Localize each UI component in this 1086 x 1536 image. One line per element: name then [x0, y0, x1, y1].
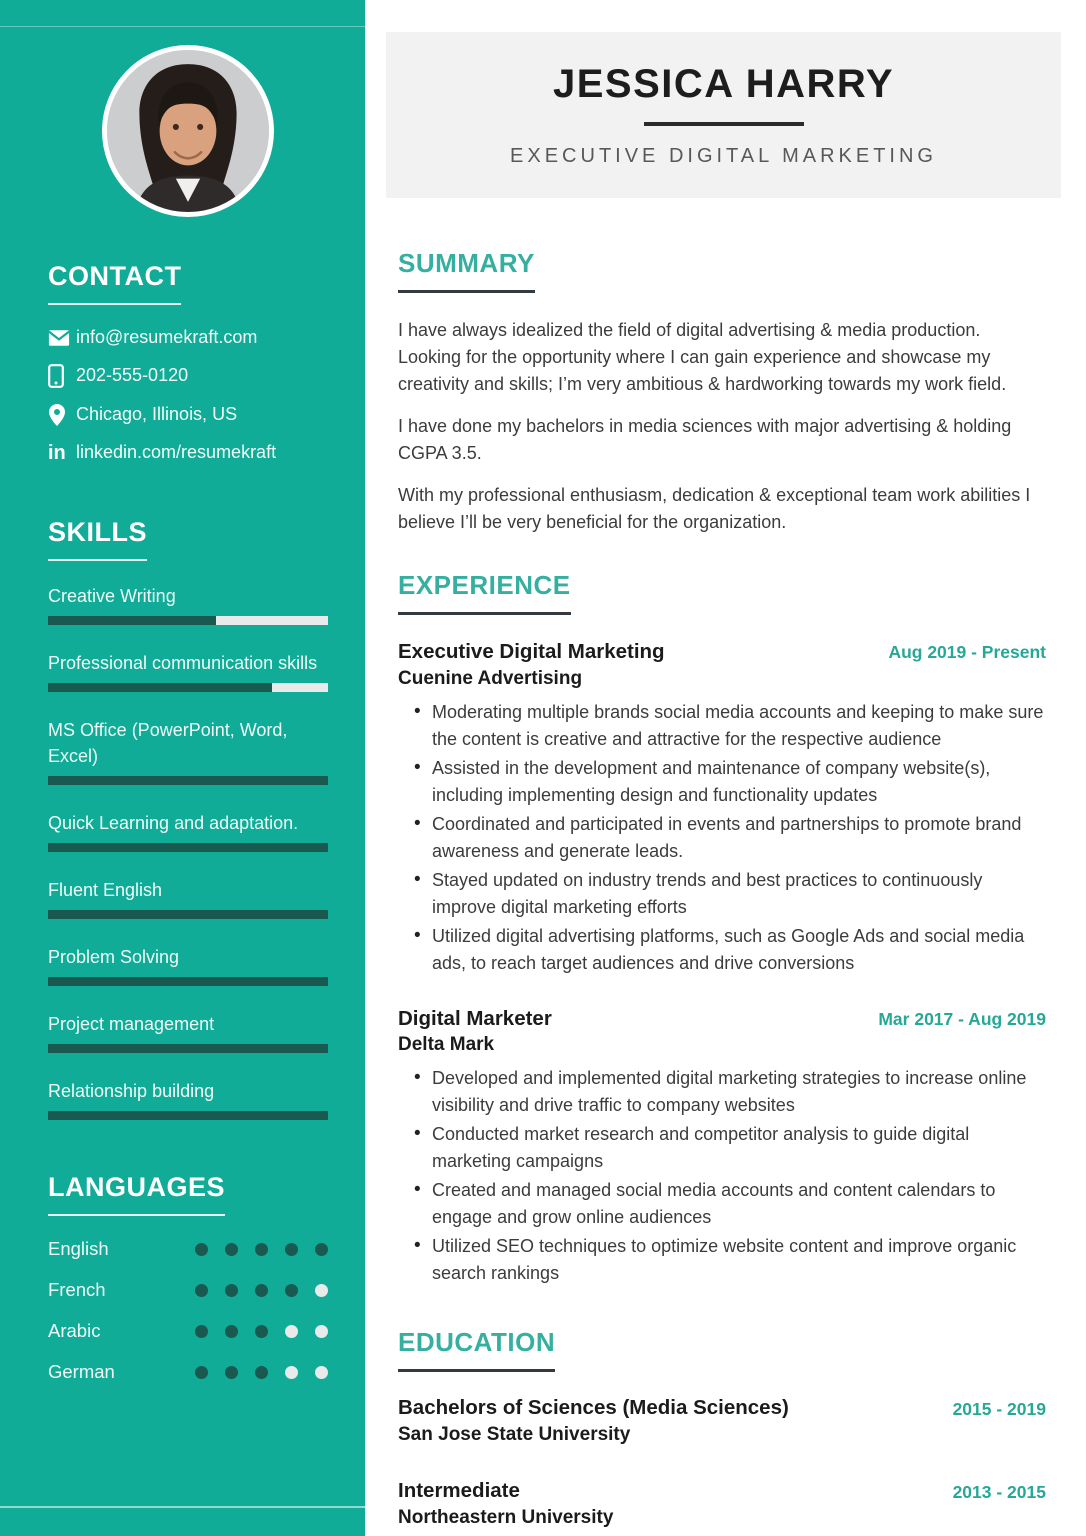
language-dot [195, 1325, 208, 1338]
skill-bar-fill [48, 1044, 328, 1053]
skill-item [48, 583, 328, 625]
language-dot [285, 1284, 298, 1297]
language-dot [225, 1243, 238, 1256]
bullet-item: • Moderating multiple brands social media accounts and keeping to make sure the content is creative and attractive for the respective audience [432, 699, 1046, 753]
contact-title: CONTACT [48, 261, 181, 305]
languages-section [48, 1172, 328, 1383]
job-company: Cuenine Advertising [398, 667, 583, 689]
job-dates: Aug 2019 - Present [888, 642, 1046, 662]
language-dot [255, 1243, 268, 1256]
language-dot [315, 1366, 328, 1379]
language-dot [225, 1284, 238, 1297]
contact-text: Chicago, Illinois, US [76, 403, 238, 424]
education-section [398, 1327, 1046, 1529]
education-school: Northeastern University [398, 1507, 614, 1529]
language-dot [315, 1325, 328, 1338]
skill-bar [48, 1044, 328, 1053]
language-dot [285, 1325, 298, 1338]
skill-bar-fill [48, 977, 328, 986]
job-header-left [398, 639, 665, 690]
skill-bar [48, 616, 328, 625]
skills-section [48, 517, 328, 1121]
education-dates: 2015 - 2019 [952, 1399, 1046, 1420]
person-name: JESSICA HARRY [552, 62, 895, 106]
job-bullets [398, 699, 1046, 977]
language-label: French [48, 1279, 106, 1301]
bullet-item: • Assisted in the development and maintenance of company website(s), including implementing design and functionality updates [432, 755, 1046, 809]
skill-item [48, 944, 328, 986]
education-school: San Jose State University [398, 1424, 631, 1446]
skills-list [48, 583, 328, 1121]
job-entry [398, 1006, 1046, 1288]
language-dots [178, 1284, 328, 1297]
education-left [398, 1396, 789, 1446]
education-degree: Intermediate [398, 1479, 520, 1503]
summary-paragraph: With my professional enthusiasm, dedication & exceptional team work abilities I believe I’ll be very beneficial for the organization. [398, 485, 1031, 532]
summary-section [398, 248, 1046, 536]
skill-label: Project management [48, 1014, 215, 1035]
language-label: English [48, 1238, 109, 1260]
job-title: Digital Marketer [398, 1006, 552, 1030]
skill-bar [48, 683, 328, 692]
contact-row[interactable] [48, 327, 328, 349]
bullet-item: • Stayed updated on industry trends and best practices to continuously improve digital marketing efforts [432, 867, 1046, 921]
language-dots [178, 1325, 328, 1338]
skills-title: SKILLS [48, 517, 147, 561]
education-entry [398, 1396, 1046, 1446]
skill-item [48, 877, 328, 919]
skill-bar-fill [48, 616, 216, 625]
language-item [48, 1238, 328, 1260]
language-label: Arabic [48, 1320, 101, 1342]
experience-section [398, 570, 1046, 1287]
job-header [398, 639, 1046, 690]
language-dot [315, 1284, 328, 1297]
skill-label: Professional communication skills [48, 652, 318, 673]
experience-title: EXPERIENCE [398, 570, 571, 615]
education-entry [398, 1479, 1046, 1529]
location-pin-icon [48, 403, 76, 427]
mail-icon [48, 329, 76, 347]
skill-bar [48, 1111, 328, 1120]
skill-label: MS Office (PowerPoint, Word, Excel) [48, 719, 288, 766]
main-content [365, 248, 1086, 1529]
jobs-list [398, 639, 1046, 1287]
education-dates: 2013 - 2015 [952, 1482, 1046, 1503]
language-dot [285, 1366, 298, 1379]
skill-label: Fluent English [48, 880, 163, 901]
page-top-divider [0, 26, 365, 27]
name-divider [644, 122, 804, 126]
language-dot [225, 1366, 238, 1379]
language-dot [255, 1366, 268, 1379]
skill-item [48, 650, 328, 692]
bullet-item: • Utilized SEO techniques to optimize website content and improve organic search rankings [432, 1233, 1046, 1287]
skill-bar-fill [48, 776, 328, 785]
skill-bar [48, 776, 328, 785]
header-box [386, 32, 1061, 198]
contact-text: linkedin.com/resumekraft [76, 442, 277, 463]
job-company: Delta Mark [398, 1034, 495, 1056]
job-title: Executive Digital Marketing [398, 640, 665, 663]
language-dot [225, 1325, 238, 1338]
skill-item [48, 717, 328, 785]
sidebar [0, 0, 365, 1536]
summary-paragraphs [398, 317, 1046, 536]
language-item [48, 1279, 328, 1301]
profile-photo [102, 45, 274, 217]
contact-list [48, 327, 328, 465]
skill-bar-fill [48, 910, 328, 919]
skill-bar [48, 910, 328, 919]
skill-label: Creative Writing [48, 585, 176, 606]
skill-item [48, 1011, 328, 1053]
bullet-item: • Utilized digital advertising platforms, such as Google Ads and social media ads, to reach target audiences and drive conversions [432, 923, 1046, 977]
languages-title: LANGUAGES [48, 1172, 225, 1216]
skill-bar [48, 843, 328, 852]
language-label: German [48, 1361, 115, 1383]
skill-bar [48, 977, 328, 986]
bullet-item: • Developed and implemented digital marketing strategies to increase online visibility and drive traffic to company websites [432, 1065, 1046, 1119]
contact-text: info@resumekraft.com [76, 327, 258, 347]
language-dot [285, 1243, 298, 1256]
main-column [365, 0, 1086, 1536]
language-dot [195, 1284, 208, 1297]
contact-section [48, 261, 328, 465]
skill-label: Problem Solving [48, 947, 180, 968]
summary-paragraph: I have always idealized the field of digital advertising & media production. Looking for the opportunity where I can gain experience and showcase my creativity and skills; I’m very ambitious & hardworking towards my work field. [398, 320, 1007, 394]
education-title: EDUCATION [398, 1327, 555, 1372]
contact-text: 202-555-0120 [76, 364, 189, 385]
contact-row [48, 403, 328, 427]
person-role: EXECUTIVE DIGITAL MARKETING [510, 145, 937, 167]
job-dates: Mar 2017 - Aug 2019 [878, 1008, 1046, 1029]
job-bullets [398, 1065, 1046, 1287]
job-header [398, 1006, 1046, 1057]
language-item [48, 1320, 328, 1342]
skill-bar-fill [48, 843, 328, 852]
language-dots [178, 1366, 328, 1379]
skill-bar-fill [48, 683, 272, 692]
job-header-left [398, 1006, 552, 1057]
skill-label: Quick Learning and adaptation. [48, 812, 299, 833]
summary-paragraph: I have done my bachelors in media sciences with major advertising & holding CGPA 3.5. [398, 416, 1012, 463]
skill-label: Relationship building [48, 1081, 215, 1102]
page-bottom-divider [0, 1506, 365, 1508]
language-dot [255, 1325, 268, 1338]
bullet-item: • Conducted market research and competitor analysis to guide digital marketing campaigns [432, 1121, 1046, 1175]
education-list [398, 1396, 1046, 1529]
language-dot [255, 1284, 268, 1297]
education-degree: Bachelors of Sciences (Media Sciences) [398, 1396, 789, 1420]
skill-item [48, 810, 328, 852]
linkedin-icon: in [48, 441, 66, 464]
phone-icon [48, 364, 76, 388]
language-dots [178, 1243, 328, 1256]
language-item [48, 1361, 328, 1383]
summary-title: SUMMARY [398, 248, 535, 293]
language-dot [195, 1366, 208, 1379]
avatar-illustration [107, 50, 269, 212]
contact-row [48, 364, 328, 388]
bullet-item: • Created and managed social media accounts and content calendars to engage and grow online audiences [432, 1177, 1046, 1231]
languages-list [48, 1238, 328, 1383]
language-dot [195, 1243, 208, 1256]
job-entry [398, 639, 1046, 977]
skill-bar-fill [48, 1111, 328, 1120]
bullet-item: • Coordinated and participated in events and partnerships to promote brand awareness and generate leads. [432, 811, 1046, 865]
skill-item [48, 1078, 328, 1120]
education-left [398, 1479, 613, 1529]
language-dot [315, 1243, 328, 1256]
contact-row[interactable] [48, 442, 328, 465]
